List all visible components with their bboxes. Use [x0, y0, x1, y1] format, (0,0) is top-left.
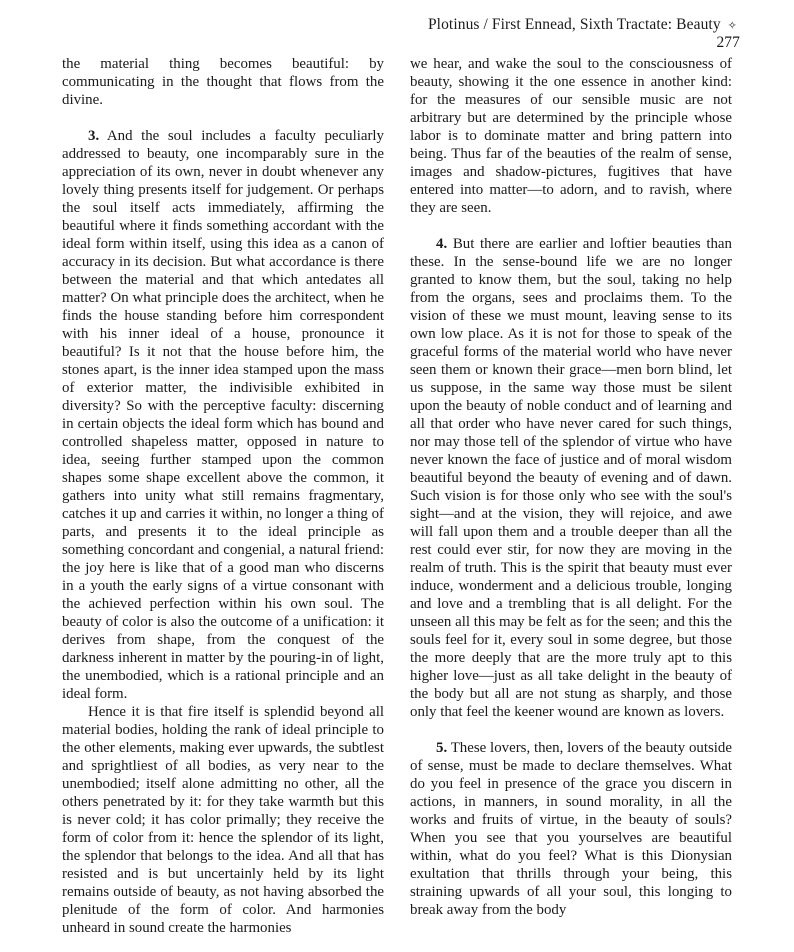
section-4-paragraph — [410, 235, 732, 721]
section-4-text: But there are earlier and loftier beauties than these. In the sense-bound life we are no longer granted to know them, but the soul, taking no help from the organs, sees and proclaims them. To the vision of these we must mount, leaving sense to its own low place. As it is not for those to speak of the graceful forms of the material world who have never seen them or known their grace—men born blind, let us suppose, in the same way those must be silent upon the beauty of noble conduct and of learning and all that order who have never cared for such things, nor may those tell of the splendor of virtue who have never known the face of justice and of moral wisdom beautiful beyond the beauty of evening and of dawn. Such vision is for those only who see with the soul's sight—and at the vision, they will rejoice, and awe will fall upon them and a trouble deeper than all the rest could ever stir, for now they are moving in the realm of truth. This is the spirit that beauty must ever induce, wonderment and a delicious trouble, longing and love and a trembling that is all delight. For the unseen all this may be felt as for the seen; and this the souls feel for it, every soul in some degree, but those the more deeply that are the more truly apt to this higher love—just as all take delight in the beauty of the body but all are not stung as sharply, and those only that feel the keener wound are known as lovers. — [410, 236, 732, 720]
right-column — [410, 55, 732, 919]
running-header — [410, 16, 740, 52]
section-5-text: These lovers, then, lovers of the beauty outside of sense, must be made to declare themselves. What do you feel in presence of the grace you discern in actions, in manners, in sound morality, in all the works and fruits of virtue, in the beauty of souls? When you see that you yourselves are beautiful within, what do you feel? What is this Dionysian exultation that thrills through your being, this straining upwards of all your soul, this longing to break away from the body — [410, 740, 732, 918]
section-5-paragraph — [410, 739, 732, 919]
section-3-paragraph — [62, 127, 384, 703]
paragraph-continuation-right: we hear, and wake the soul to the consciousness of beauty, showing it the one essence in another kind: for the measures of our sensible music are not arbitrary but are determined by the principle whose labor is to dominate matter and bring pattern into being. Thus far of the beauties of the realm of sense, images and shadow-pictures, fugitives that have entered into matter—to adorn, and to ravish, where they are seen. — [410, 56, 732, 216]
left-column — [62, 55, 384, 937]
section-number: 3. — [88, 128, 100, 144]
fire-paragraph: Hence it is that fire itself is splendid beyond all material bodies, holding the rank of ideal principle to the other elements, making ever upwards, the subtlest and sprightliest of all bodies, as very near to the unembodied; itself alone admitting no other, all the others penetrated by it: for they take warmth but this is never cold; it has color primally; they receive the form of color from it: hence the splendor of its light, the splendor that belongs to the idea. And all that has resisted and is but uncertainly held by its light remains outside of beauty, as not having absorbed the plenitude of the form of color. And harmonies unheard in sound create the harmonies — [62, 704, 384, 936]
page-number: 277 — [716, 34, 740, 51]
paragraph-continuation: the material thing becomes beautiful: by communicating in the thought that flows from the divine. — [62, 56, 384, 108]
section-number: 4. — [436, 236, 448, 252]
section-3-text: And the soul includes a faculty peculiarly addressed to beauty, one incomparably sure in the appreciation of its own, never in doubt whenever any lovely thing presents itself for judgement. Or perhaps the soul itself acts immediately, affirming the beautiful where it finds something accordant with the ideal form within itself, using this idea as a canon of accuracy in its decision. But what accordance is there between the material and that which antedates all matter? On what principle does the architect, when he finds the house standing before him correspondent with his inner ideal of a house, pronounce it beautiful? Is it not that the house before him, the stones apart, is the inner idea stamped upon the mass of exterior matter, the indivisible exhibited in diversity? So with the perceptive faculty: discerning in certain objects the ideal form which has bound and controlled shapeless matter, opposed in nature to idea, seeing further stamped upon the common shapes some shape excellent above the common, it gathers into unity what still remains fragmentary, catches it up and carries it within, no longer a thing of parts, and presents it to the ideal principle as something concordant and congenial, a natural friend: the joy here is like that of a good man who discerns in a youth the early signs of a virtue consonant with the achieved perfection within his own soul. The beauty of color is also the outcome of a unification: it derives from shape, from the conquest of the darkness inherent in matter by the pouring-in of light, the unembodied, which is a rational principle and an ideal form. — [62, 128, 384, 702]
ornament-icon: ✧ — [727, 20, 737, 32]
section-number: 5. — [436, 740, 448, 756]
running-title: Plotinus / First Ennead, Sixth Tractate: Beauty — [427, 16, 721, 33]
